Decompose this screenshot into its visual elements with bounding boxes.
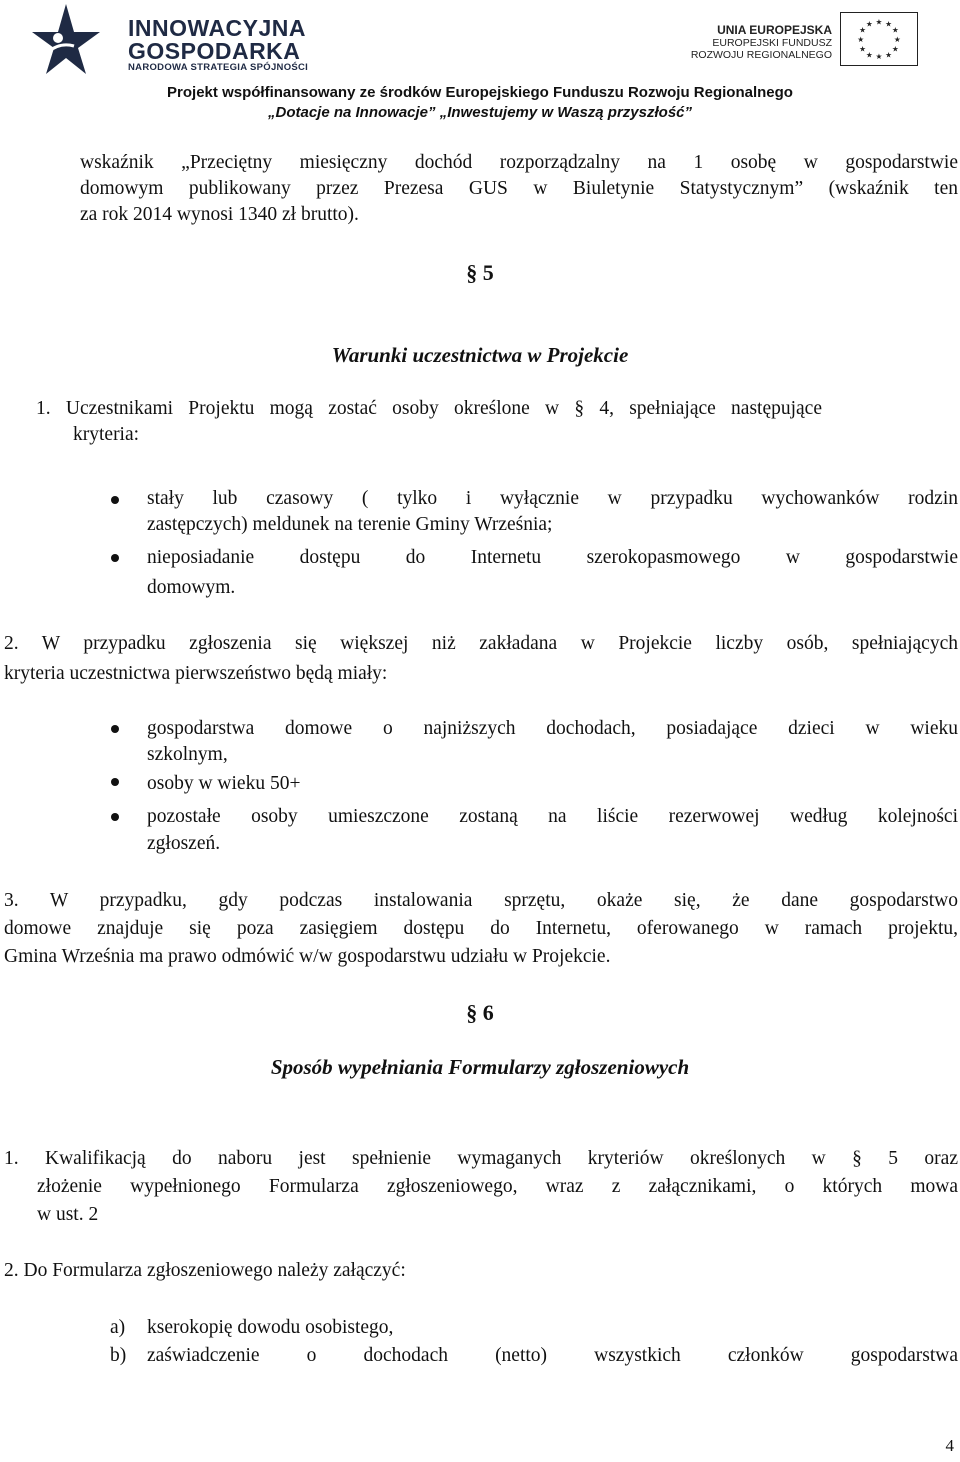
s5-p1-line-1: 1. Uczestnikami Projektu mogą zostać osoby określone w § 4, spełniające następujące bbox=[36, 398, 822, 419]
svg-text:★: ★ bbox=[859, 25, 867, 35]
eu-logo-line-1: UNIA EUROPEJSKA bbox=[717, 23, 832, 37]
svg-text:★: ★ bbox=[891, 44, 899, 54]
s5-p3-line-2: domowe znajduje się poza zasięgiem dostępu do Internetu, oferowanego w ramach projektu, bbox=[4, 918, 958, 939]
s6-item-b-label: b) bbox=[110, 1345, 127, 1366]
bullet-icon bbox=[111, 725, 119, 733]
s5-p3-line-1: 3. W przypadku, gdy podczas instalowania sprzętu, okaże się, że dane gospodarstwo bbox=[4, 890, 958, 911]
section-5-title: Warunki uczestnictwa w Projekcie bbox=[331, 343, 629, 367]
svg-text:★: ★ bbox=[865, 50, 873, 60]
logo-line-1: INNOWACYJNA bbox=[128, 15, 307, 41]
s5-bullet-1-line-1: stały lub czasowy ( tylko i wyłącznie w przypadku wychowanków rodzin bbox=[147, 488, 958, 509]
s5-p2-line-1: 2. W przypadku zgłoszenia się większej niż zakładana w Projekcie liczby osób, spełniających bbox=[4, 633, 958, 654]
s6-item-a-text: kserokopię dowodu osobistego, bbox=[147, 1317, 394, 1338]
header-slogans-line: „Dotacje na Innowacje” „Inwestujemy w Waszą przyszłość” bbox=[267, 104, 693, 121]
s5-bullet-1-line-2: zastępczych) meldunek na terenie Gminy Września; bbox=[147, 514, 553, 535]
s5-p3-line-3: Gmina Września ma prawo odmówić w/w gospodarstwu udziału w Projekcie. bbox=[4, 946, 611, 967]
s6-p1-line-3: w ust. 2 bbox=[37, 1204, 99, 1225]
page-number: 4 bbox=[945, 1436, 954, 1455]
s6-item-b-text: zaświadczenie o dochodach (netto) wszystkich członków gospodarstwa bbox=[147, 1345, 958, 1366]
bullet-icon bbox=[111, 554, 119, 562]
intro-line-2: domowym publikowany przez Prezesa GUS w Biuletynie Statystycznym” (wskaźnik ten bbox=[80, 178, 958, 199]
svg-text:★: ★ bbox=[875, 52, 883, 62]
svg-text:★: ★ bbox=[885, 50, 893, 60]
s5-bullet-3-line-2: szkolnym, bbox=[147, 744, 228, 765]
s6-p1-line-2: złożenie wypełnionego Formularza zgłoszeniowego, wraz z załącznikami, o których mowa bbox=[37, 1176, 958, 1197]
svg-text:★: ★ bbox=[893, 34, 901, 44]
bullet-icon bbox=[111, 778, 119, 786]
s5-bullet-3-line-1: gospodarstwa domowe o najniższych dochodach, posiadające dzieci w wieku bbox=[147, 718, 958, 739]
svg-text:★: ★ bbox=[891, 25, 899, 35]
intro-line-1: wskaźnik „Przeciętny miesięczny dochód rozporządzalny na 1 osobę w gospodarstwie bbox=[80, 152, 958, 173]
bullet-icon bbox=[111, 496, 119, 504]
s5-p1-line-2: kryteria: bbox=[73, 424, 140, 445]
s5-bullet-2-line-2: domowym. bbox=[147, 577, 236, 598]
header-cofinancing-line: Projekt współfinansowany ze środków Europejskiego Funduszu Rozwoju Regionalnego bbox=[167, 84, 793, 101]
s5-bullet-4-line-1: osoby w wieku 50+ bbox=[147, 773, 301, 794]
s6-p1-line-1: 1. Kwalifikacją do naboru jest spełnienie wymaganych kryteriów określonych w § 5 oraz bbox=[4, 1148, 958, 1169]
eu-logo-line-2: EUROPEJSKI FUNDUSZ bbox=[712, 37, 832, 49]
eu-logo-line-3: ROZWOJU REGIONALNEGO bbox=[690, 49, 832, 61]
intro-line-3: za rok 2014 wynosi 1340 zł brutto). bbox=[80, 204, 359, 225]
star-logo-icon bbox=[30, 2, 102, 74]
s5-p2-line-2: kryteria uczestnictwa pierwszeństwo będą miały: bbox=[4, 663, 388, 684]
bullet-icon bbox=[111, 813, 119, 821]
svg-text:★: ★ bbox=[857, 34, 865, 44]
s6-item-a-label: a) bbox=[110, 1317, 126, 1338]
section-6-title: Sposób wypełniania Formularzy zgłoszeniowych bbox=[270, 1055, 690, 1079]
innowacyjna-gospodarka-logo bbox=[30, 2, 330, 74]
svg-text:★: ★ bbox=[885, 19, 893, 29]
svg-text:★: ★ bbox=[875, 17, 883, 27]
s6-p2-line-1: 2. Do Formularza zgłoszeniowego należy załączyć: bbox=[4, 1260, 406, 1281]
s5-bullet-5-line-1: pozostałe osoby umieszczone zostaną na liście rezerwowej według kolejności bbox=[147, 806, 958, 827]
section-6-number: § 6 bbox=[466, 1000, 494, 1025]
eu-logo bbox=[690, 8, 942, 70]
section-5-number: § 5 bbox=[466, 260, 494, 285]
s5-bullet-5-line-2: zgłoszeń. bbox=[147, 833, 221, 854]
logo-line-3: NARODOWA STRATEGIA SPÓJNOŚCI bbox=[128, 62, 309, 73]
s5-bullet-2-line-1: nieposiadanie dostępu do Internetu szerokopasmowego w gospodarstwie bbox=[147, 547, 958, 568]
eu-flag-icon bbox=[840, 12, 918, 66]
logo-line-2: GOSPODARKA bbox=[128, 38, 301, 64]
svg-text:★: ★ bbox=[865, 19, 873, 29]
svg-text:★: ★ bbox=[859, 44, 867, 54]
